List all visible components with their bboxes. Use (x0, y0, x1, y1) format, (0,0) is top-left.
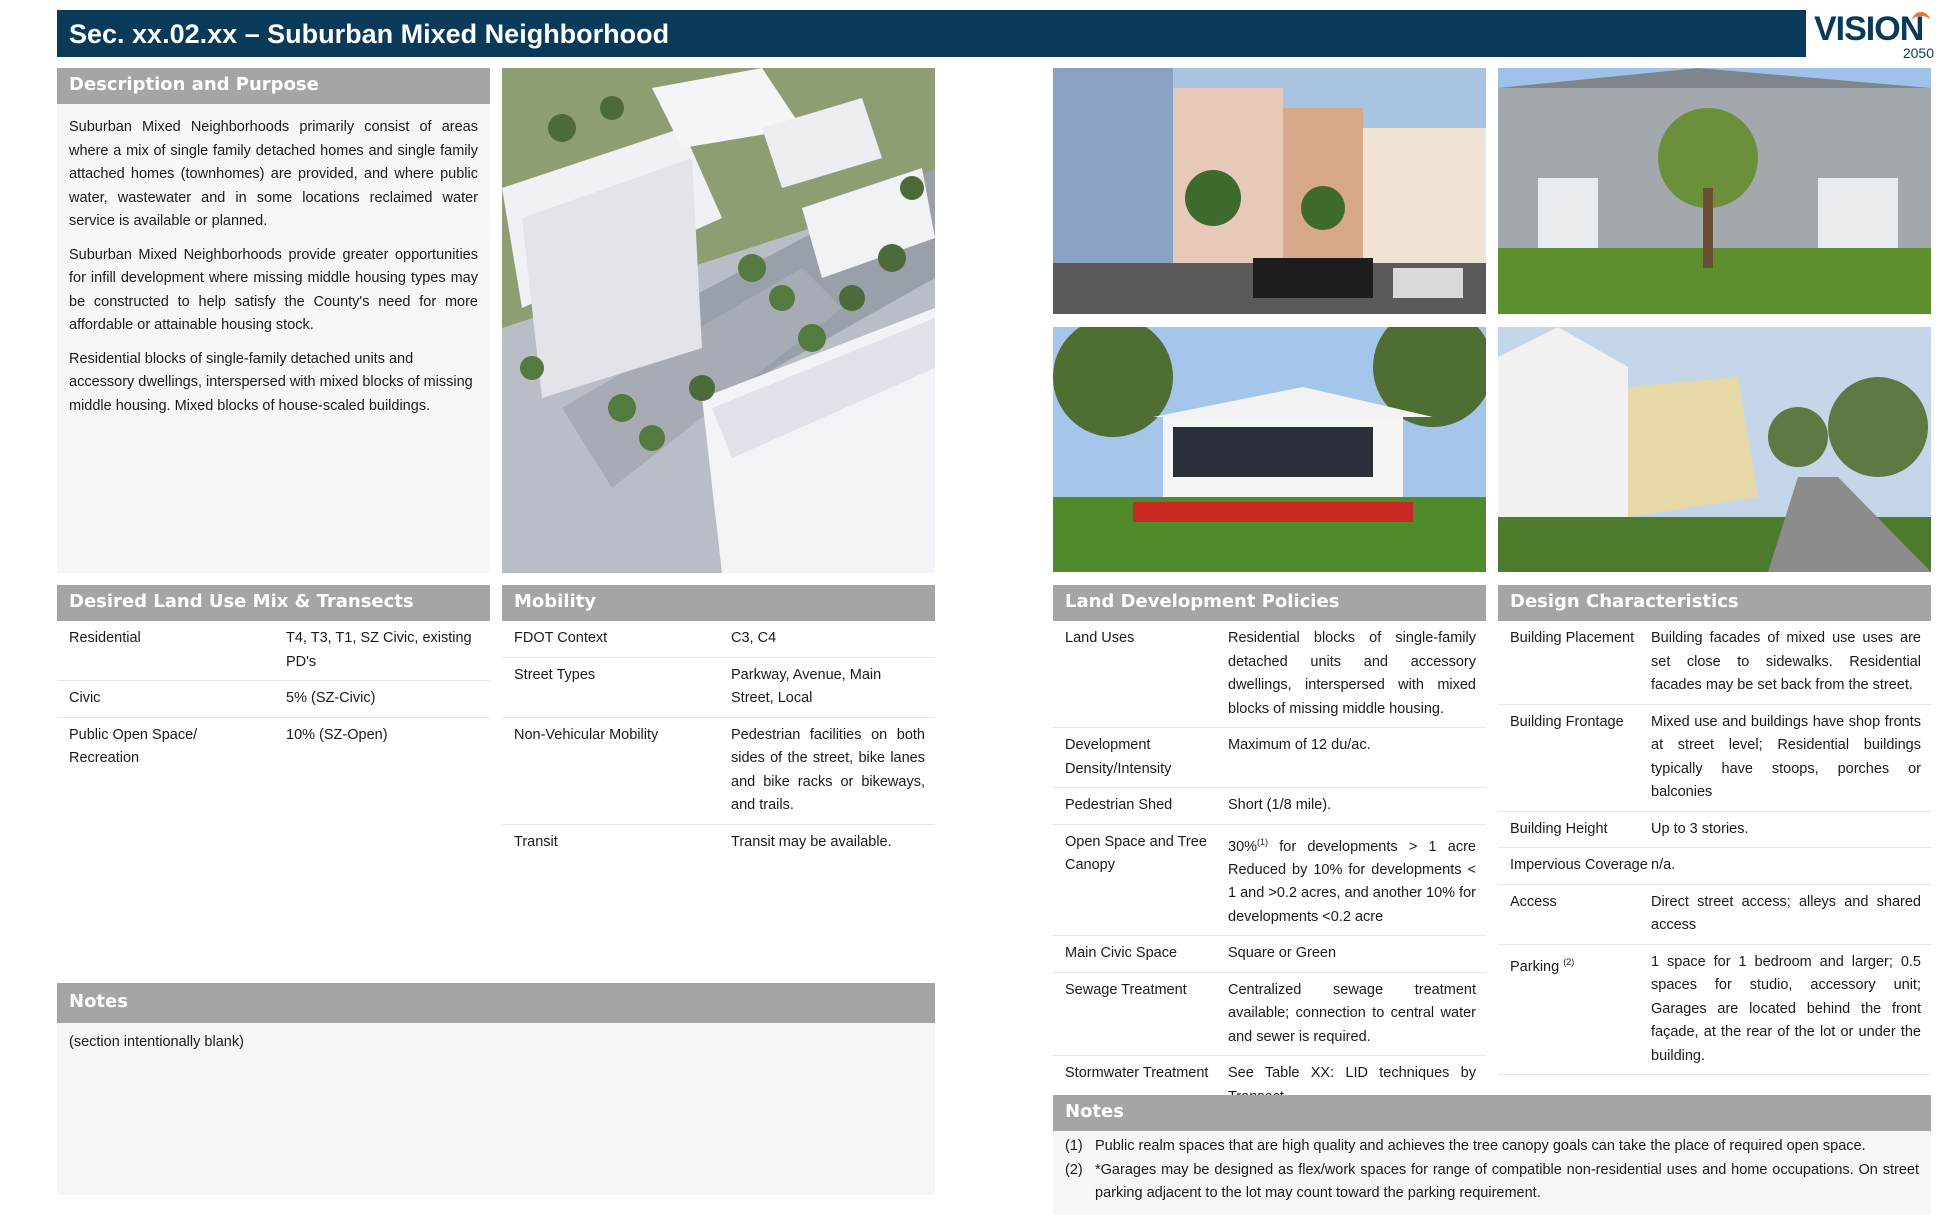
description-paragraph: Residential blocks of single-family detached units and accessory dwellings, interspersed with mixed blocks of missing middle housing. Mixed blocks of house-scaled buildings. (69, 350, 473, 414)
mobility-value: Pedestrian facilities on both sides of the street, bike lanes and bike racks or bikeways, and trails. (731, 726, 925, 813)
mobility-value: Transit may be available. (731, 833, 892, 850)
notes-right-list (1053, 1131, 1931, 1206)
table-row (502, 718, 935, 825)
mobility-table (502, 621, 935, 860)
aerial-neighborhood-rendering (502, 68, 935, 573)
note-number: (1) (1065, 1138, 1083, 1154)
description-heading: Description and Purpose (57, 68, 490, 104)
policy-value-pre: 30% (1228, 838, 1258, 855)
mobility-panel (502, 585, 935, 850)
table-row (1498, 885, 1931, 945)
table-row (57, 718, 490, 777)
table-row (1053, 825, 1486, 937)
design-key: Impervious Coverage (1510, 857, 1648, 873)
note-text: Public realm spaces that are high quality and achieves the tree canopy goals can take the place of required open space. (1095, 1138, 1866, 1154)
land-use-table (57, 621, 490, 777)
land-use-value: 5% (SZ-Civic) (286, 690, 376, 706)
design-value: Mixed use and buildings have shop fronts at street level; Residential buildings typically have stoops, porches or balconies (1651, 713, 1921, 800)
policy-key: Main Civic Space (1065, 945, 1178, 962)
land-use-value: 10% (SZ-Open) (286, 726, 388, 743)
policy-value: Square or Green (1228, 945, 1337, 962)
notes-left-text: (section intentionally blank) (69, 1034, 244, 1050)
design-value: Building facades of mixed use uses are set close to sidewalks. Residential facades may be set back from the street. (1651, 630, 1921, 693)
mobility-key: FDOT Context (514, 630, 608, 646)
photo-mixed-use-street (1053, 68, 1486, 314)
table-row (1053, 728, 1486, 788)
vision-2050-logo (1806, 6, 1946, 60)
land-use-value: T4, T3, T1, SZ Civic, existing PD's (286, 630, 472, 670)
design-key: Building Placement (1510, 630, 1635, 646)
policy-key: Open Space and Tree Canopy (1065, 833, 1207, 873)
logo-year: 2050 (1902, 45, 1934, 61)
design-panel (1498, 585, 1931, 1064)
land-use-key: Public Open Space/ Recreation (69, 726, 198, 766)
land-use-key: Civic (69, 690, 101, 706)
design-table (1498, 621, 1931, 1075)
list-item (1065, 1159, 1919, 1206)
policy-key: Land Uses (1065, 630, 1135, 646)
design-value: 1 space for 1 bedroom and larger; 0.5 spaces for studio, accessory unit; Garages are located behind the front façade, at the rear of the lot or under the building. (1651, 953, 1921, 1064)
footnote-1-marker: (1) (1257, 836, 1269, 847)
notes-right-panel (1053, 1095, 1931, 1215)
policy-key: Development Density/Intensity (1065, 737, 1172, 777)
policy-key: Pedestrian Shed (1065, 797, 1173, 813)
note-number: (2) (1065, 1161, 1083, 1178)
table-row (502, 825, 935, 861)
mobility-key: Non-Vehicular Mobility (514, 726, 659, 743)
policy-value: Short (1/8 mile). (1228, 797, 1332, 813)
table-row (1053, 621, 1486, 728)
policy-value: Residential blocks of single-family detached units and accessory dwellings, interspersed with mixed blocks of missing middle housing. (1228, 630, 1476, 717)
description-paragraph: Suburban Mixed Neighborhoods provide greater opportunities for infill development where missing middle housing types may be constructed to help satisfy the County's need for more affordable or attainable housing stock. (69, 246, 478, 333)
mobility-heading: Mobility (502, 585, 935, 621)
land-use-panel (57, 585, 490, 975)
notes-left-heading: Notes (57, 983, 935, 1023)
table-row (1498, 705, 1931, 812)
photo-townhome-porch (1498, 68, 1931, 314)
table-row (57, 681, 490, 718)
table-row (502, 658, 935, 718)
design-value: Up to 3 stories. (1651, 820, 1749, 837)
policy-key: Sewage Treatment (1065, 981, 1187, 998)
design-value: Direct street access; alleys and shared access (1651, 893, 1921, 933)
notes-left-panel (57, 983, 935, 1195)
photo-residential-street (1498, 327, 1931, 572)
policy-value: See Table XX: LID techniques by (1228, 1065, 1476, 1082)
table-row (1053, 973, 1486, 1057)
policy-value: Centralized sewage treatment available; connection to central water and sewer is required. (1228, 981, 1476, 1045)
policies-table (1053, 621, 1486, 1115)
design-heading: Design Characteristics (1498, 585, 1931, 621)
table-row (1498, 621, 1931, 705)
table-row (1053, 936, 1486, 973)
table-row (57, 621, 490, 681)
policy-key: Stormwater Treatment (1065, 1065, 1209, 1082)
design-key-text: Parking (1510, 958, 1560, 975)
table-row (1498, 945, 1931, 1076)
table-row (1498, 848, 1931, 885)
land-use-heading: Desired Land Use Mix & Transects (57, 585, 490, 621)
design-key: Building Frontage (1510, 713, 1624, 730)
policy-value-post: for developments > 1 acre Reduced by 10% for developments < 1 and >0.2 acres, and another 10% for developments <0.2 acre (1228, 838, 1476, 925)
list-item (1065, 1135, 1919, 1159)
logo-arc-icon (1912, 12, 1930, 22)
table-row (1053, 788, 1486, 825)
design-value: n/a. (1651, 857, 1676, 873)
land-use-key: Residential (69, 630, 141, 646)
page-title: Sec. xx.02.xx – Suburban Mixed Neighborhood (69, 19, 670, 49)
title-bar (57, 10, 1806, 57)
policy-value: Maximum of 12 du/ac. (1228, 737, 1371, 753)
mobility-value: Parkway, Avenue, Main Street, Local (731, 666, 882, 706)
design-key: Building Height (1510, 820, 1608, 837)
logo-word: VISION (1814, 10, 1924, 48)
mobility-value: C3, C4 (731, 630, 777, 646)
notes-right-heading: Notes (1053, 1095, 1931, 1131)
design-key: Access (1510, 893, 1557, 910)
design-key (1510, 951, 1651, 1069)
table-row (502, 621, 935, 658)
note-text: *Garages may be designed as flex/work spaces for range of compatible non-residential uses and home occupations. On street parking adjacent to the lot may count toward the parking requirement. (1095, 1161, 1919, 1201)
description-panel (57, 68, 490, 573)
mobility-key: Street Types (514, 666, 596, 683)
photo-single-family-home (1053, 327, 1486, 572)
mobility-key: Transit (514, 833, 558, 850)
policies-panel (1053, 585, 1486, 1082)
policy-value (1228, 831, 1486, 930)
table-row (1498, 812, 1931, 849)
footnote-2-marker: (2) (1563, 956, 1575, 967)
policies-heading: Land Development Policies (1053, 585, 1486, 621)
description-body (57, 104, 490, 418)
description-paragraph: Suburban Mixed Neighborhoods primarily consist of areas where a mix of single family detached homes and single family attached homes (townhomes) are provided, and where public water, wastewater and in some locations reclaimed water service is available or planned. (69, 119, 478, 229)
